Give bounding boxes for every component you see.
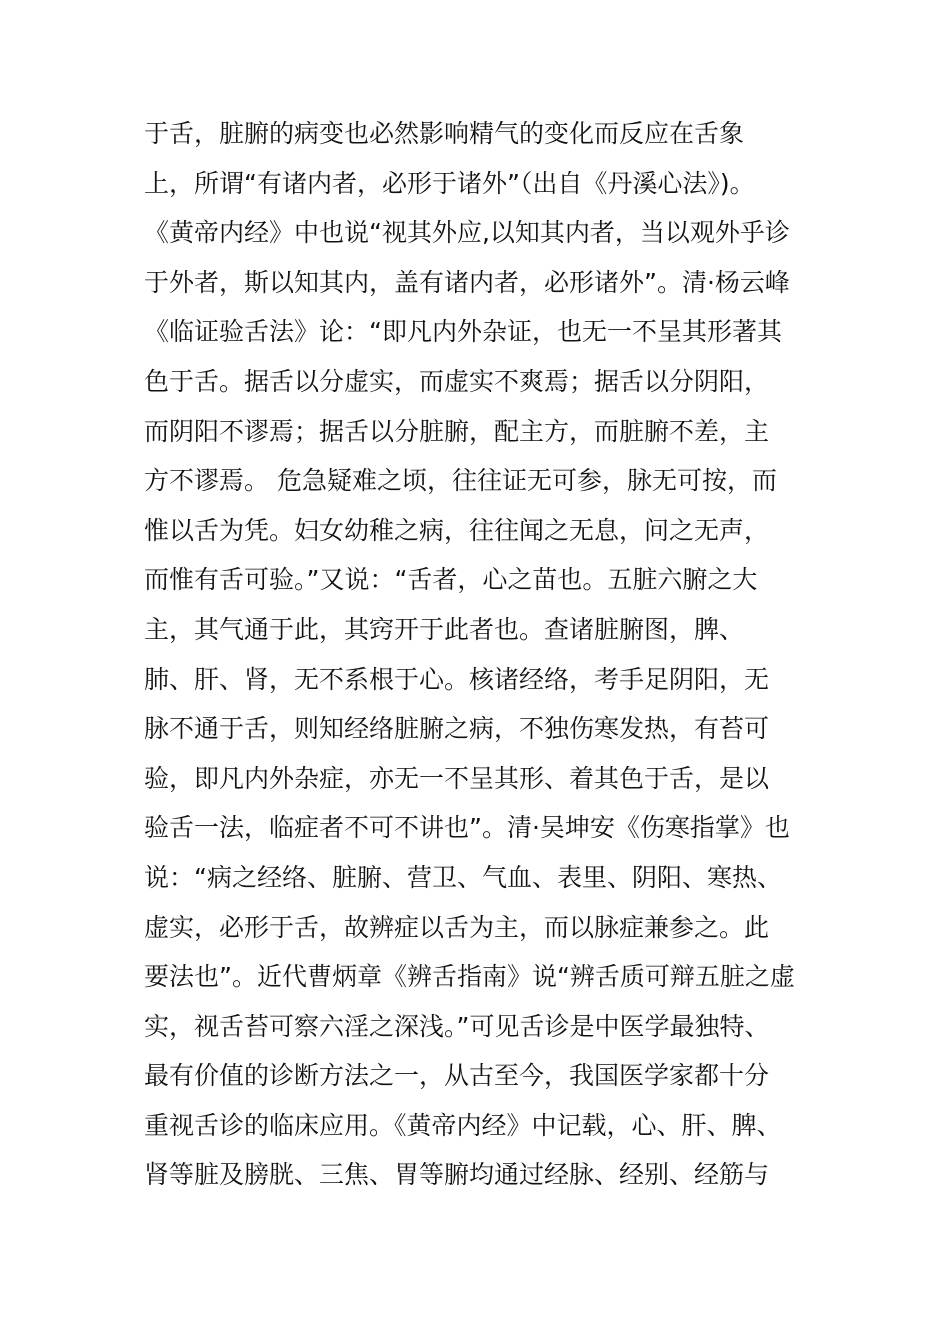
text-line: 而阴阳不谬焉；据舌以分脏腑，配主方，而脏腑不差，主 (144, 416, 770, 446)
text-line: 惟以舌为凭。妇女幼稚之病，往往闻之无息，问之无声， (144, 515, 770, 545)
text-line: 要法也”。近代曹炳章《辨舌指南》说“辨舌质可辩五脏之虚 (144, 962, 795, 992)
text-line: 重视舌诊的临床应用。《黄帝内经》中记载，心、肝、脾、 (144, 1110, 782, 1140)
text-line: 主，其气通于此，其窍开于此者也。查诸脏腑图，脾、 (144, 614, 745, 644)
text-line: 色于舌。据舌以分虚实，而虚实不爽焉；据舌以分阴阳， (144, 366, 770, 396)
body-text (144, 109, 824, 1200)
text-line: 虚实，必形于舌，故辨症以舌为主，而以脉症兼参之。此 (144, 912, 770, 942)
text-line: 验舌一法，临症者不可不讲也”。清·吴坤安《伤寒指掌》也 (144, 813, 790, 843)
text-line: 方不谬焉。 危急疑难之顷，往往证无可参，脉无可按，而 (144, 466, 777, 496)
text-line: 脉不通于舌，则知经络脏腑之病，不独伤寒发热，有苔可 (144, 714, 770, 744)
text-line: 而惟有舌可验。”又说：“舌者，心之苗也。五脏六腑之大 (144, 565, 758, 595)
text-line: 最有价值的诊断方法之一，从古至今，我国医学家都十分 (144, 1061, 770, 1091)
text-line: 于舌，脏腑的病变也必然影响精气的变化而反应在舌象 (144, 119, 745, 148)
text-line: 《黄帝内经》中也说“视其外应,以知其内者，当以观外乎诊 (144, 218, 790, 248)
text-line: 验，即凡内外杂症，亦无一不呈其形、着其色于舌，是以 (144, 763, 770, 793)
text-line: 说：“病之经络、脏腑、营卫、气血、表里、阴阳、寒热、 (144, 862, 782, 892)
text-line: 实，视舌苔可察六淫之深浅。”可见舌诊是中医学最独特、 (144, 1011, 770, 1041)
text-line: 肺、肝、肾，无不系根于心。核诸经络，考手足阴阳，无 (144, 664, 770, 694)
text-line: 上，所谓“有诸内者，必形于诸外”（出自《丹溪心法》)。 (144, 168, 755, 198)
text-line: 《临证验舌法》论：“即凡内外杂证，也无一不呈其形著其 (144, 317, 782, 347)
text-line: 肾等脏及膀胱、三焦、胃等腑均通过经脉、经别、经筋与 (144, 1160, 770, 1190)
text-line: 于外者，斯以知其内，盖有诸内者，必形诸外”。清·杨云峰 (144, 267, 790, 297)
